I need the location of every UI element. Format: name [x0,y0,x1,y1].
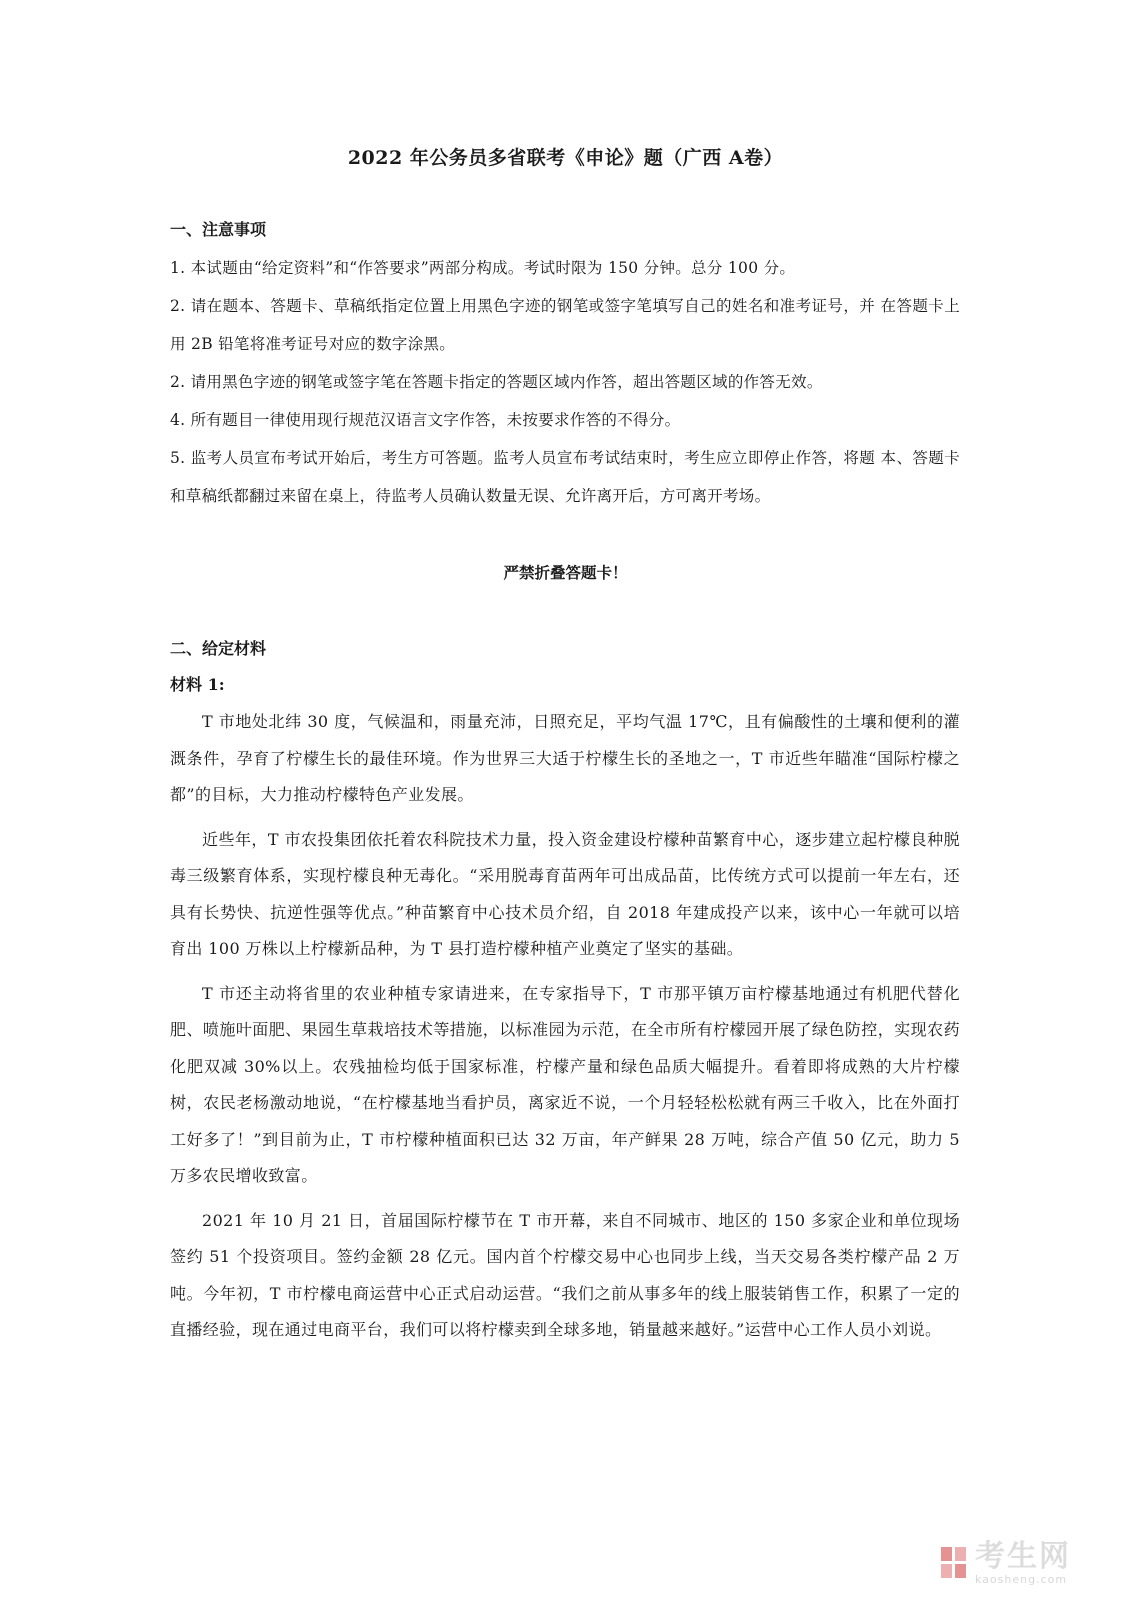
material-paragraph: T 市地处北纬 30 度，气候温和，雨量充沛，日照充足，平均气温 17℃，且有偏酸性的土壤和便利的灌溉条件，孕育了柠檬生长的最佳环境。作为世界三大适于柠檬生长的圣地之一，T 市近些年瞄准“国际柠檬之都”的目标，大力推动柠檬特色产业发展。 [170,712,960,804]
watermark [939,1540,1109,1586]
material-body [170,704,960,1349]
material-paragraph: 近些年，T 市农投集团依托着农科院技术力量，投入资金建设柠檬种苗繁育中心，逐步建立起柠檬良种脱毒三级繁育体系，实现柠檬良种无毒化。“采用脱毒育苗两年可出成品苗，比传统方式可以提前一年左右，还具有长势快、抗逆性强等优点。”种苗繁育中心技术员介绍，自 2018 年建成投产以来，该中心一年就可以培育出 100 万株以上柠檬新品种，为 T 县打造柠檬种植产业奠定了坚实的基础。 [170,829,960,958]
no-fold-warning: 严禁折叠答题卡！ [503,563,628,582]
notice-item: 1. 本试题由“给定资料”和“作答要求”两部分构成。考试时限为 150 分钟。总分 100 分。 [170,259,796,277]
document-title: 2022 年公务员多省联考《申论》题（广西 A卷） [347,147,784,169]
watermark-name: 考生网 [975,1538,1071,1574]
notice-item: 4. 所有题目一律使用现行规范汉语言文字作答，未按要求作答的不得分。 [170,411,681,429]
kaosheng-logo-icon [939,1543,969,1583]
notice-item: 2. 请在题本、答题卡、草稿纸指定位置上用黑色字迹的钢笔或签字笔填写自己的姓名和准考证号，并 在答题卡上用 2B 铅笔将准考证号对应的数字涂黑。 [170,297,960,353]
material-paragraph: T 市还主动将省里的农业种植专家请进来，在专家指导下，T 市那平镇万亩柠檬基地通过有机肥代替化肥、喷施叶面肥、果园生草栽培技术等措施，以标准园为示范，在全市所有柠檬园开展了绿色防控，实现农药化肥双减 30%以上。农残抽检均低于国家标准，柠檬产量和绿色品质大幅提升。看着即将成熟的大片柠檬树，农民老杨激动地说，“在柠檬基地当看护员，离家近不说，一个月轻轻松松就有两三千收入，比在外面打工好多了！”到目前为止，T 市柠檬种植面积已达 32 万亩，年产鲜果 28 万吨，综合产值 50 亿元，助力 5 万多农民增收致富。 [170,983,960,1185]
material-paragraph: 2021 年 10 月 21 日，首届国际柠檬节在 T 市开幕，来自不同城市、地区的 150 多家企业和单位现场签约 51 个投资项目。签约金额 28 亿元。国内首个柠檬交易中心也同步上线，当天交易各类柠檬产品 2 万吨。今年初，T 市柠檬电商运营中心正式启动运营。“我们之前从事多年的线上服装销售工作，积累了一定的直播经验，现在通过电商平台，我们可以将柠檬卖到全球多地，销量越来越好。”运营中心工作人员小刘说。 [170,1210,960,1339]
notice-item: 2. 请用黑色字迹的钢笔或签字笔在答题卡指定的答题区域内作答，超出答题区域的作答无效。 [170,373,823,391]
section-heading-notice: 一、注意事项 [170,220,267,239]
notice-list [170,249,960,515]
material-label: 材料 1: [170,675,225,694]
watermark-url: kaosheng.com [975,1572,1068,1586]
notice-item: 5. 监考人员宣布考试开始后，考生方可答题。监考人员宣布考试结束时，考生应立即停止作答，将题 本、答题卡和草稿纸都翻过来留在桌上，待监考人员确认数量无误、允许离开后，方可离开考场。 [170,449,960,505]
section-heading-materials: 二、给定材料 [170,639,267,658]
